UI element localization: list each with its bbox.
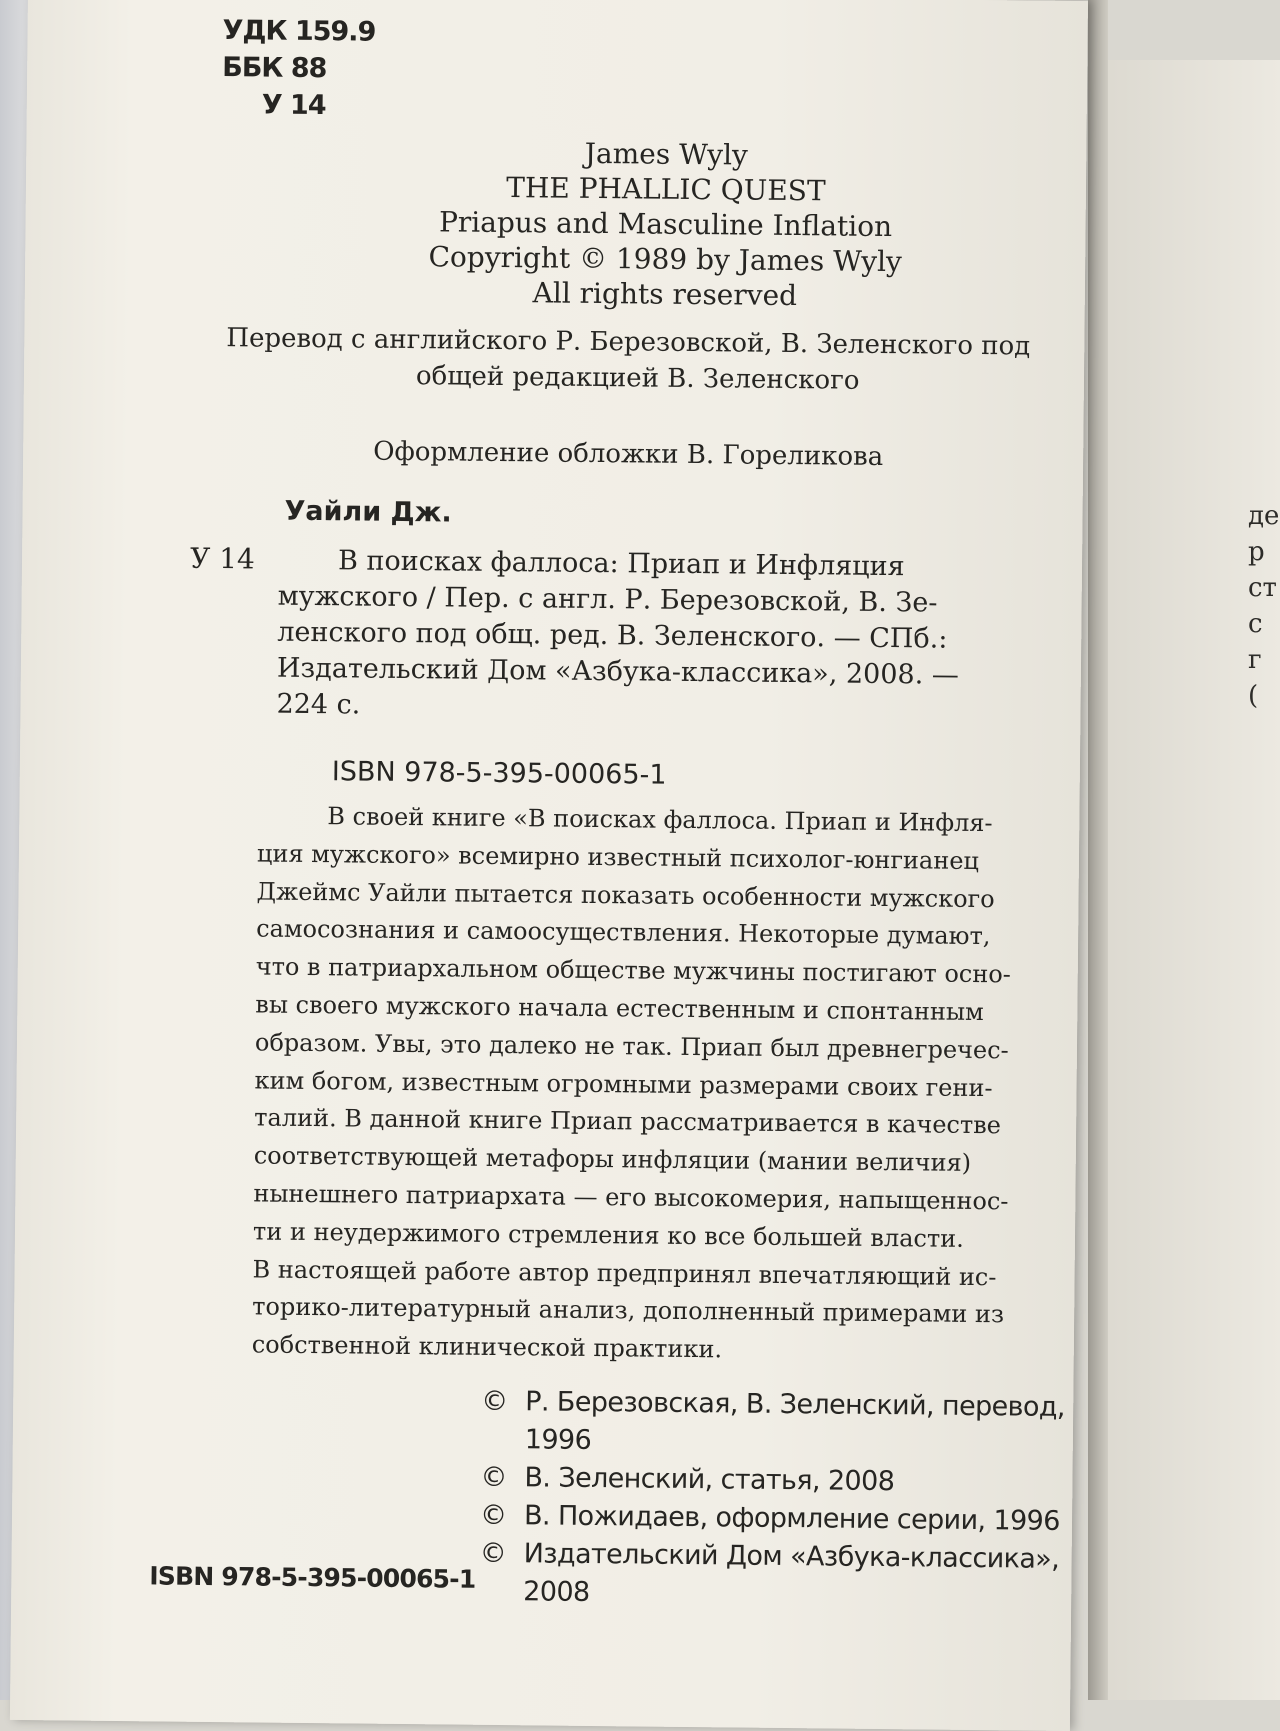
biblio-line: Издательский Дом «Азбука-классика», 2008. — xyxy=(276,652,959,691)
biblio-line: мужского / Пер. с англ. Р. Березовской, В. Зе- xyxy=(277,580,938,619)
annotation-line: талий. В данной книге Приап рассматривается в качестве xyxy=(254,1103,1002,1140)
annotation-line: Джеймс Уайли пытается показать особенности мужского xyxy=(256,877,995,913)
annotation-line: собственной клинической практики. xyxy=(251,1330,723,1364)
facing-page xyxy=(1100,60,1280,1700)
copyright-notice xyxy=(480,1497,1100,1541)
copyright-text: 2008 xyxy=(523,1576,590,1608)
original-edition-info xyxy=(285,133,1047,316)
udk-code: УДК 159.9 xyxy=(222,15,376,48)
original-author: James Wyly xyxy=(584,136,749,172)
copyright-text: В. Пожидаев, оформление серии, 1996 xyxy=(523,1500,1060,1537)
book-page xyxy=(10,0,1088,1731)
copyright-notices xyxy=(479,1383,1101,1617)
annotation-line: торико-литературный анализ, дополненный примерами из xyxy=(252,1292,1005,1329)
facing-page-text xyxy=(1248,498,1280,714)
isbn-main: ISBN 978-5-395-00065-1 xyxy=(331,756,667,791)
author-mark: У 14 xyxy=(261,89,326,122)
copyright-symbol: © xyxy=(479,1537,507,1570)
annotation-line: самосознания и самоосуществления. Некоторые думают, xyxy=(256,914,991,951)
translation-credit-line: Перевод с английского Р. Березовской, В. Зеленского под xyxy=(226,323,1031,362)
facing-page-fragment: ст xyxy=(1248,573,1277,603)
original-title: THE PHALLIC QUEST xyxy=(506,171,826,208)
original-rights: All rights reserved xyxy=(532,276,798,313)
facing-page-fragment: де xyxy=(1248,501,1280,531)
annotation-line: соответствующей метафоры инфляции (мании величия) xyxy=(253,1141,972,1178)
annotation-line: нынешнего патриархата — его высокомерия, напыщеннос- xyxy=(253,1179,1009,1216)
annotation-line: ти и неудержимого стремления ко все большей власти. xyxy=(252,1217,964,1253)
copyright-notice xyxy=(481,1383,1102,1465)
bbk-code: ББК 88 xyxy=(222,52,327,85)
facing-page-fragment: ( xyxy=(1248,681,1259,711)
classification-codes xyxy=(222,12,376,125)
catalog-mark: У 14 xyxy=(189,541,255,576)
bibliographic-description xyxy=(276,543,1078,731)
facing-page-fragment: с xyxy=(1248,609,1263,639)
annotation-line: образом. Увы, это далеко не так. Приап был древнегречес- xyxy=(254,1028,1009,1065)
annotation-line: ким богом, известным огромными размерами своих гени- xyxy=(254,1066,993,1102)
original-subtitle: Priapus and Masculine Inflation xyxy=(438,205,893,244)
copyright-symbol: © xyxy=(481,1385,508,1418)
biblio-line: 224 с. xyxy=(276,688,361,721)
annotation-line: В настоящей работе автор предпринял впечатляющий ис- xyxy=(252,1254,997,1291)
copyright-notice xyxy=(480,1459,1100,1503)
annotation-line: что в патриархальном обществе мужчины постигают осно- xyxy=(255,952,1012,989)
annotation-line: ция мужского» всемирно известный психолог-юнгианец xyxy=(256,839,980,875)
annotation-line: В своей книге «В поисках фаллоса. Приап и Инфля- xyxy=(327,802,993,838)
copyright-text: Издательский Дом «Азбука-классика», xyxy=(523,1538,1060,1575)
annotation xyxy=(252,797,1088,1373)
translation-credit-line: общей редакцией В. Зеленского xyxy=(415,361,860,396)
copyright-text: 1996 xyxy=(524,1424,592,1456)
biblio-line: В поисках фаллоса: Приап и Инфляция xyxy=(337,545,905,583)
biblio-line: ленского под общ. ред. В. Зеленского. — СПб.: xyxy=(277,616,948,655)
facing-page-fragment: р xyxy=(1248,537,1265,567)
copyright-text: Р. Березовская, В. Зеленский, перевод, xyxy=(525,1386,1066,1423)
catalog-author: Уайли Дж. xyxy=(284,495,452,529)
copyright-symbol: © xyxy=(479,1499,507,1532)
copyright-notice xyxy=(479,1535,1100,1617)
cover-design-credit: Оформление обложки В. Гореликова xyxy=(373,436,884,472)
isbn-bottom: ISBN 978-5-395-00065-1 xyxy=(149,1561,476,1594)
facing-page-fragment: г xyxy=(1248,645,1262,675)
copyright-text: В. Зеленский, статья, 2008 xyxy=(524,1462,895,1498)
original-copyright: Copyright © 1989 by James Wyly xyxy=(428,240,903,279)
translation-credit xyxy=(226,320,1067,401)
copyright-symbol: © xyxy=(480,1461,508,1494)
annotation-line: вы своего мужского начала естественным и спонтанным xyxy=(255,990,984,1027)
